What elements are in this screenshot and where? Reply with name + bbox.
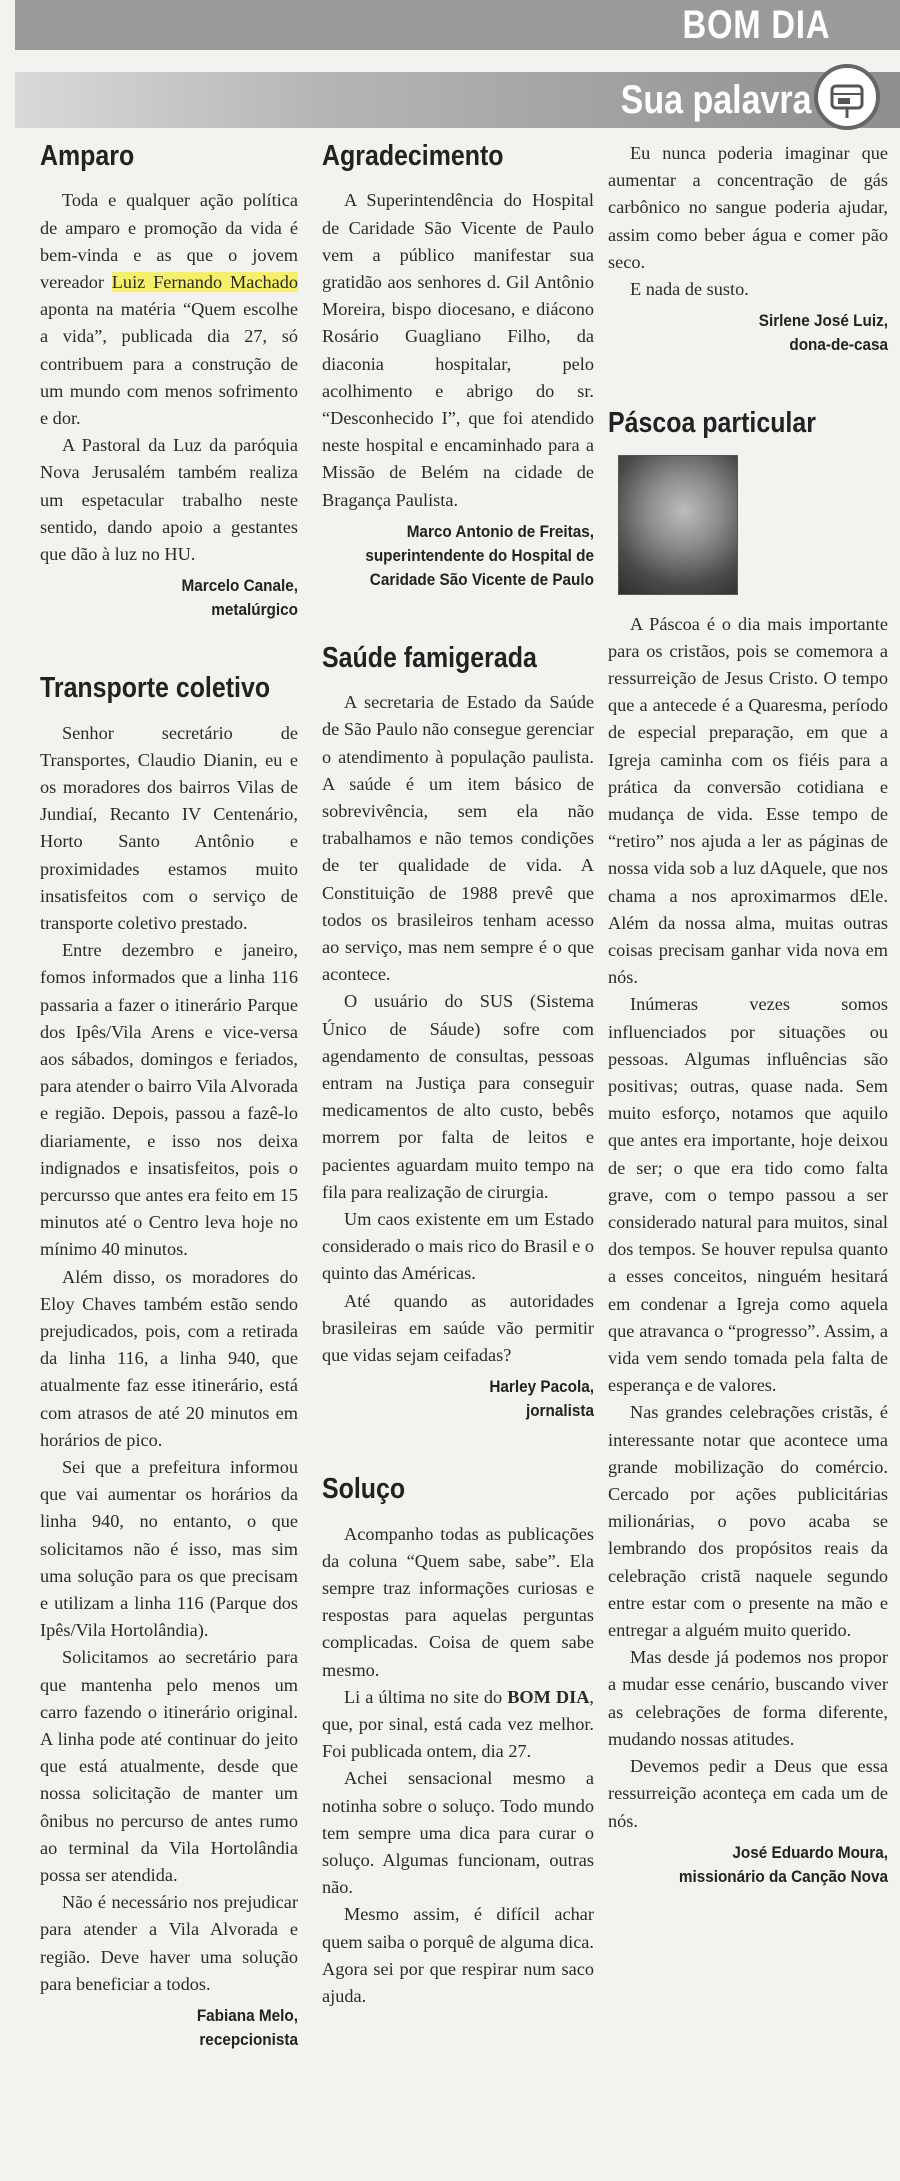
section-title: Sua palavra (621, 77, 812, 122)
article-paragraph: Acompanho todas as publicações da coluna “Quem sabe, sabe”. Ela sempre traz informações curiosas e respostas para aquelas perguntas complicadas. Coisa de quem sabe mesmo. (322, 1523, 594, 1680)
article-paragraph: Mesmo assim, é difícil achar quem saiba o porquê de alguma dica. Agora sei por que respirar num saco ajuda. (322, 1904, 594, 2006)
article-paragraph: Inúmeras vezes somos influenciados por situações ou pessoas. Algumas influências são positivas; outras, quase nada. Sem muito esforço, notamos que aquilo que antes era importante, hoje deixou de ser; o que era tido como falta grave, com o tempo passou a ser considerado natural para muitos, sinal dos tempos. Se houver repulsa quanto a esses conceitos, ninguém hesitará em condenar a Igreja como aquela que atravanca o “progresso”. Assim, a vida vem sendo tomada pela falta de esperança e de valores. (608, 994, 888, 1396)
article-amparo (40, 140, 298, 622)
article-signature: Fabiana Melo, recepcionista (196, 2006, 298, 2050)
article-title: Páscoa particular (608, 407, 816, 440)
masthead-bar (15, 0, 900, 50)
article-paragraph: Toda e qualquer ação política de amparo e promoção da vida é bem-vinda e as que o jovem vereador Luiz Fernando Machado aponta na matéria “Quem escolhe a vida”, publicada dia 27, só contribuem para a construção de um mundo com menos sofrimento e dor. (40, 190, 298, 428)
newspaper-name: BOM DIA (507, 1686, 590, 1707)
article-paragraph: A Pastoral da Luz da paróquia Nova Jerusalém também realiza um espetacular trabalho neste sentido, dando apoio a gestantes que dão à luz no HU. (40, 435, 298, 564)
article-title: Amparo (40, 140, 135, 172)
article-soluco (322, 1473, 594, 2010)
article-paragraph: O usuário do SUS (Sistema Único de Sáude) sofre com agendamento de consultas, pessoas entram na Justiça para conseguir medicamentos de alto custo, bebês morrem por falta de leitos e pacientes aguardam muito tempo na fila para realização de cirurgia. (322, 991, 594, 1202)
article-transporte (40, 672, 298, 2052)
article-paragraph: Senhor secretário de Transportes, Claudio Dianin, eu e os moradores dos bairros Vilas de Jundiaí, Recanto IV Centenário, Horto Santo Antônio e proximidades estamos muito insatisfeitos com o serviço de transporte coletivo prestado. (40, 722, 298, 933)
article-paragraph: Eu nunca poderia imaginar que aumentar a concentração de gás carbônico no sangue poderia ajudar, assim como beber água e comer pão seco. (608, 143, 888, 272)
article-signature: Harley Pacola, jornalista (489, 1377, 594, 1421)
article-title: Agradecimento (322, 140, 504, 172)
article-paragraph: Achei sensacional mesmo a notinha sobre o soluço. Todo mundo tem sempre uma dica para curar o soluço. Algumas funcionam, outras não. (322, 1768, 594, 1898)
masthead: BOM DIA (682, 2, 830, 47)
column-right (608, 140, 888, 1889)
article-title: Saúde famigerada (322, 641, 537, 674)
mailbox-icon (814, 64, 880, 130)
article-paragraph: Devemos pedir a Deus que essa ressurreição aconteça em cada um de nós. (608, 1756, 888, 1831)
author-photo (618, 455, 738, 595)
article-paragraph: Mas desde já podemos nos propor a mudar esse cenário, buscando viver as celebrações de forma diferente, mudando nossas atitudes. (608, 1647, 888, 1749)
article-agradecimento (322, 140, 594, 592)
article-paragraph: Sei que a prefeitura informou que vai aumentar os horários da linha 940, no entanto, o que solicitamos não é isso, mas sim uma solução para os que precisam e utilizam a linha 116 (Parque dos Ipês/Vila Hortolândia). (40, 1457, 298, 1641)
article-signature: Marco Antonio de Freitas, superintendente do Hospital de Caridade São Vicente de Paulo (365, 521, 594, 589)
article-paragraph: E nada de susto. (630, 279, 749, 300)
article-paragraph: Solicitamos ao secretário para que mantenha pelo menos um carro fazendo o itinerário original. A linha pode até continuar do jeito que está atualmente, desde que nossa solicitação de manter um ônibus no percurso de antes rumo ao terminal da Vila Hortolândia possa ser atendida. (40, 1647, 298, 1886)
section-header (15, 72, 900, 128)
article-paragraph: Li a última no site do BOM DIA, que, por sinal, está cada vez melhor. Foi publicada ontem, dia 27. (322, 1686, 594, 1762)
article-paragraph: A secretaria de Estado da Saúde de São Paulo não consegue gerenciar o atendimento à população paulista. A saúde é um item básico de sobrevivência, sem ela não trabalhamos e não temos condições de ter qualidade de vida. A Constituição de 1988 prevê que todos os brasileiros tenham acesso ao serviço, mas nem sempre é o que acontece. (322, 692, 594, 985)
article-pascoa (608, 407, 888, 1888)
article-paragraph: A Páscoa é o dia mais importante para os cristãos, pois se comemora a ressurreição de Jesus Cristo. O tempo que a antecede é a Quaresma, período de especial preparação, em que a Igreja caminha com os fiéis para a prática da conversão cotidiana e mudança de vida. Esse tempo de “retiro” nos ajuda a ler as páginas de nossa vida sob a luz dAquele, que nos chama a nos aproximarmos dEle. Além da nossa alma, muitas outras coisas precisam ganhar vida nova em nós. (608, 613, 888, 988)
article-signature: Marcelo Canale, metalúrgico (181, 576, 298, 620)
article-paragraph: A Superintendência do Hospital de Caridade São Vicente de Paulo vem a público manifestar sua gratidão aos senhores d. Gil Antônio Moreira, bispo diocesano, e diácono Rosário Guagliano Filho, da diaconia hospitalar, pelo acolhimento e abrigo do sr. “Desconhecido I”, que foi atendido neste hospital e encaminhado para a Missão de Belém na cidade de Bragança Paulista. (322, 190, 594, 510)
column-left (40, 140, 298, 2052)
article-paragraph: Um caos existente em um Estado considerado o mais rico do Brasil e o quinto das Américas. (322, 1208, 594, 1284)
article-signature: José Eduardo Moura, missionário da Canção Nova (678, 1842, 888, 1886)
highlighted-name: Luiz Fernando Machado (111, 271, 298, 292)
article-soluco-continued (608, 140, 888, 357)
column-middle (322, 140, 594, 2010)
article-paragraph: Não é necessário nos prejudicar para atender a Vila Alvorada e região. Deve haver uma solução para beneficiar a todos. (40, 1892, 298, 1994)
article-paragraph: Além disso, os moradores do Eloy Chaves também estão sendo prejudicados, pois, com a retirada da linha 116, a linha 940, que atualmente faz esse itinerário, está com atrasos de até 20 minutos em horários de pico. (40, 1266, 298, 1450)
article-title: Transporte coletivo (40, 672, 271, 705)
article-paragraph: Até quando as autoridades brasileiras em saúde vão permitir que vidas sejam ceifadas? (322, 1290, 594, 1365)
article-paragraph: Entre dezembro e janeiro, fomos informados que a linha 116 passaria a fazer o itinerário Parque dos Ipês/Vila Arens e vice-versa aos sábados, domingos e feriados, para atender o bairro Vila Alvorada e região. Depois, passou a fazê-lo diariamente, e isso nos deixa indignados e insatisfeitos, pois o percursso que antes era feito em 15 minutos até o Centro leva hoje no mínimo 40 minutos. (40, 940, 298, 1260)
article-saude (322, 642, 594, 1423)
article-paragraph: Nas grandes celebrações cristãs, é interessante notar que acontece uma grande mobilização do comércio. Cercado por ações publicitárias milionárias, o povo acaba se lembrando dos propósitos reais da celebração cristã naquele segundo entre estar com o presente na mão e entregar a alguém muito querido. (608, 1402, 888, 1641)
article-title: Soluço (322, 1473, 406, 1506)
article-signature: Sirlene José Luiz, dona-de-casa (758, 311, 888, 355)
